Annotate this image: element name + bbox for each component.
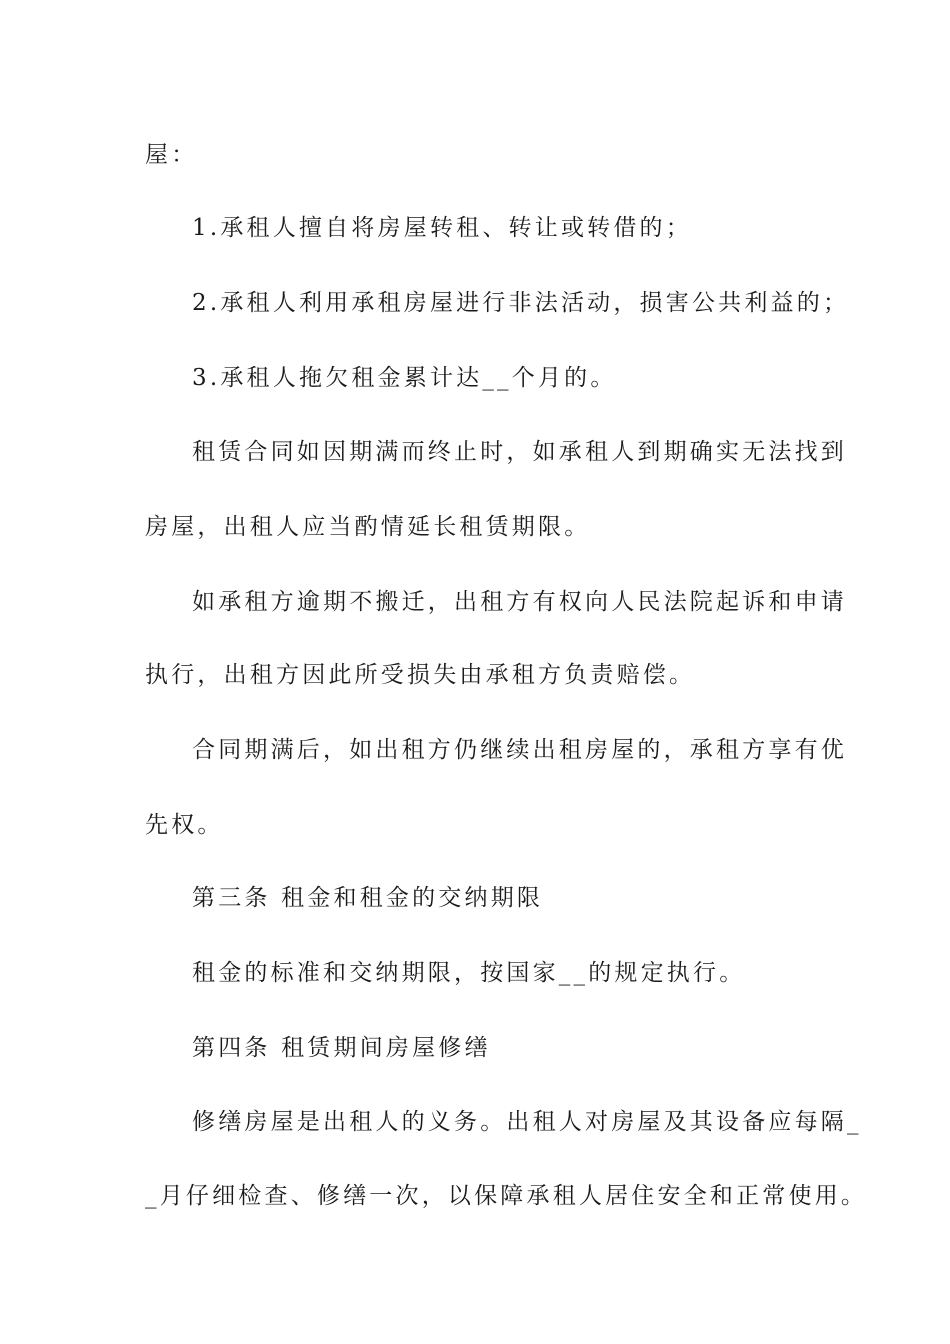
section-heading-article-3: 第三条 租金和租金的交纳期限 — [192, 885, 544, 911]
paragraph-line: 修缮房屋是出租人的义务。出租人对房屋及其设备应每隔_ — [192, 1109, 862, 1135]
paragraph-line: _月仔细检查、修缮一次，以保障承租人居住安全和正常使用。 — [145, 1183, 868, 1209]
paragraph-line: 租金的标准和交纳期限，按国家__的规定执行。 — [192, 960, 746, 986]
clause-item-1: 1.承租人擅自将房屋转租、转让或转借的； — [192, 215, 692, 241]
paragraph-line: 合同期满后，如出租方仍继续出租房屋的，承租方享有优 — [192, 737, 847, 763]
clause-item-2: 2.承租人利用承租房屋进行非法活动，损害公共利益的； — [192, 290, 850, 316]
paragraph-line: 如承租方逾期不搬迁，出租方有权向人民法院起诉和申请 — [192, 589, 847, 615]
text-line-1: 屋： — [145, 142, 198, 168]
paragraph-line: 先权。 — [145, 812, 224, 838]
paragraph-line: 租赁合同如因期满而终止时，如承租人到期确实无法找到 — [192, 439, 847, 465]
clause-item-3: 3.承租人拖欠租金累计达__个月的。 — [192, 365, 617, 391]
section-heading-article-4: 第四条 租赁期间房屋修缮 — [192, 1035, 491, 1061]
paragraph-line: 执行，出租方因此所受损失由承租方负责赔偿。 — [145, 662, 696, 688]
paragraph-line: 房屋，出租人应当酌情延长租赁期限。 — [145, 514, 591, 540]
